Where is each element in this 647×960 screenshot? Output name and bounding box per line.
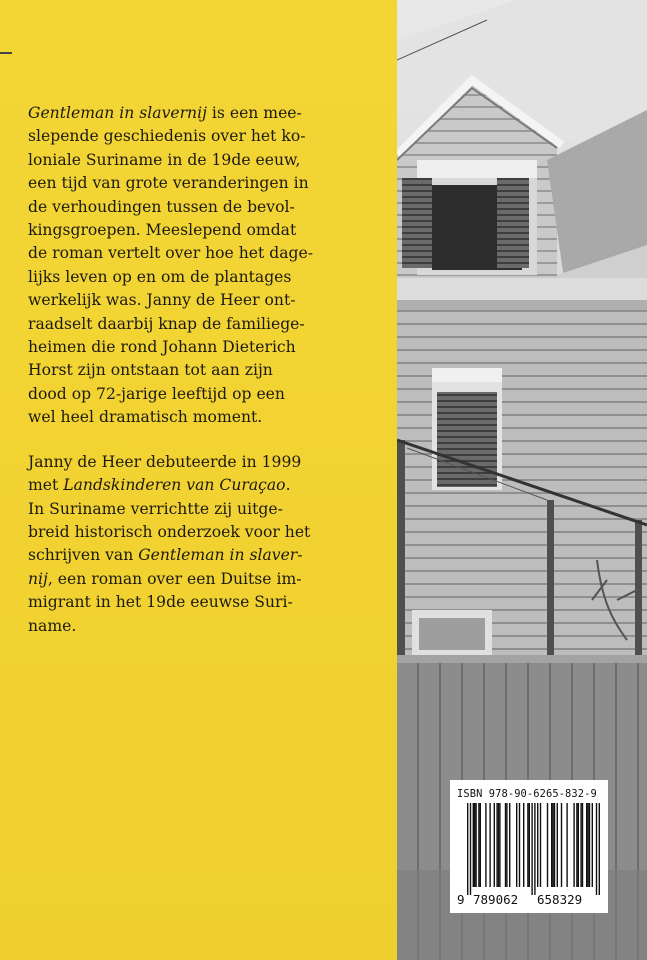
blurb-text-segment: . [285, 476, 291, 495]
book-title-italic: Gentleman in slavernij [28, 104, 207, 122]
barcode-bar [566, 803, 567, 887]
barcode-bar [480, 803, 481, 887]
barcode-bar [529, 803, 530, 887]
blurb-line [28, 172, 373, 195]
blurb-text-segment: is een mee- [206, 104, 302, 122]
blurb-text-segment: een tijd van grote veranderingen in [28, 174, 309, 193]
blurb-text-segment: dood op 72-jarige leeftijd op een [28, 384, 285, 403]
barcode-bar [552, 803, 553, 887]
blurb-paragraph-author [28, 451, 373, 638]
barcode-bar [551, 803, 552, 887]
blurb-line [28, 615, 373, 638]
barcode-bar [478, 803, 479, 887]
blurb-text-segment: lijks leven op en om de plantages [28, 267, 292, 286]
barcode-bar [554, 803, 555, 887]
barcode-bar [489, 803, 490, 887]
barcode-bar [499, 803, 500, 887]
blurb-paragraph-description [28, 102, 373, 430]
blurb-text-segment: de verhoudingen tussen de bevol- [28, 197, 295, 216]
isbn-barcode-label [450, 780, 608, 913]
blurb-text-segment: met [28, 476, 64, 495]
barcode-bar [475, 803, 476, 887]
barcode-bar [540, 803, 541, 887]
barcode-bar [547, 803, 548, 887]
blurb-text [28, 102, 373, 659]
barcode-bar [473, 803, 474, 887]
barcode-bar [573, 803, 574, 887]
blurb-line [28, 289, 373, 312]
blurb-line [28, 383, 373, 406]
blurb-line [28, 591, 373, 614]
barcode-bar [470, 803, 471, 895]
blurb-text-segment: kingsgroepen. Meeslepend omdat [28, 221, 297, 240]
barcode-bar [509, 803, 510, 887]
blurb-line [28, 196, 373, 219]
blurb-text-segment: migrant in het 19de eeuwse Suri- [28, 593, 293, 612]
blurb-line [28, 544, 373, 567]
blurb-line [28, 102, 373, 125]
barcode-bar [561, 803, 562, 887]
isbn-number: ISBN 978-90-6265-832-9 [457, 788, 597, 800]
blurb-text-segment: In Suriname verrichtte zij uitge- [28, 499, 283, 518]
barcode-bar [537, 803, 538, 887]
blurb-line [28, 242, 373, 265]
barcode-bar [531, 803, 532, 895]
barcode-bar [505, 803, 506, 887]
barcode-bar [576, 803, 577, 887]
barcode-bar [587, 803, 588, 887]
blurb-line [28, 521, 373, 544]
barcode-bar [496, 803, 497, 887]
book-title-italic: Gentleman in slaver- [138, 546, 303, 565]
blurb-text-segment: name. [28, 616, 77, 635]
corner-mark [0, 52, 12, 54]
blurb-line [28, 451, 373, 474]
blurb-text-segment: wel heel dramatisch moment. [28, 408, 263, 427]
blurb-text-segment: schrijven van [28, 546, 139, 565]
barcode-bar [494, 803, 495, 887]
blurb-line [28, 125, 373, 148]
barcode-bar [474, 803, 475, 887]
barcode-bar [592, 803, 593, 887]
blurb-text-segment: heimen die rond Johann Dieterich [28, 338, 296, 357]
blurb-text-segment: Janny de Heer debuteerde in 1999 [28, 452, 302, 471]
barcode-bar [589, 803, 590, 887]
blurb-line [28, 336, 373, 359]
barcode-bars [457, 803, 601, 895]
blurb-text-segment: raadselt daarbij knap de familiege- [28, 314, 305, 333]
blurb-text-segment: werkelijk was. Janny de Heer ont- [28, 291, 296, 310]
blurb-line [28, 406, 373, 429]
barcode-bar [506, 803, 507, 887]
barcode-digits-right: 658329 [537, 892, 583, 907]
barcode-bar [586, 803, 587, 887]
barcode-bar [596, 803, 597, 895]
book-title-italic: Landskinderen van Curaçao [63, 476, 286, 495]
blurb-line [28, 313, 373, 336]
barcode-bar [485, 803, 486, 887]
blurb-line [28, 219, 373, 242]
barcode-bar [498, 803, 499, 887]
barcode-bar [467, 803, 468, 895]
barcode-bar [580, 803, 581, 887]
barcode-bar [523, 803, 524, 887]
barcode-bar [519, 803, 520, 887]
blurb-line [28, 498, 373, 521]
blurb-line [28, 149, 373, 172]
barcode-bar [557, 803, 558, 887]
barcode-digit-first: 9 [457, 892, 465, 907]
blurb-text-segment: de roman vertelt over hoe het dage- [28, 244, 313, 263]
blurb-text-segment: breid historisch onderzoek voor het [28, 522, 311, 541]
blurb-line [28, 266, 373, 289]
barcode-bar [582, 803, 583, 887]
blurb-text-segment: Horst zijn ontstaan tot aan zijn [28, 361, 273, 380]
barcode-bar [578, 803, 579, 887]
barcode-bar [516, 803, 517, 887]
blurb-text-segment: , een roman over een Duitse im- [47, 569, 302, 588]
blurb-text-segment: loniale Suriname in de 19de eeuw, [28, 150, 301, 169]
barcode-bar [527, 803, 528, 887]
blurb-line [28, 568, 373, 591]
book-title-italic: nij [28, 569, 48, 588]
blurb-text-segment: slepende geschiedenis over het ko- [28, 127, 306, 146]
barcode-bar [534, 803, 535, 895]
barcode-bar [599, 803, 600, 895]
barcode-digits-left: 789062 [473, 892, 519, 907]
blurb-line [28, 474, 373, 497]
blurb-line [28, 359, 373, 382]
